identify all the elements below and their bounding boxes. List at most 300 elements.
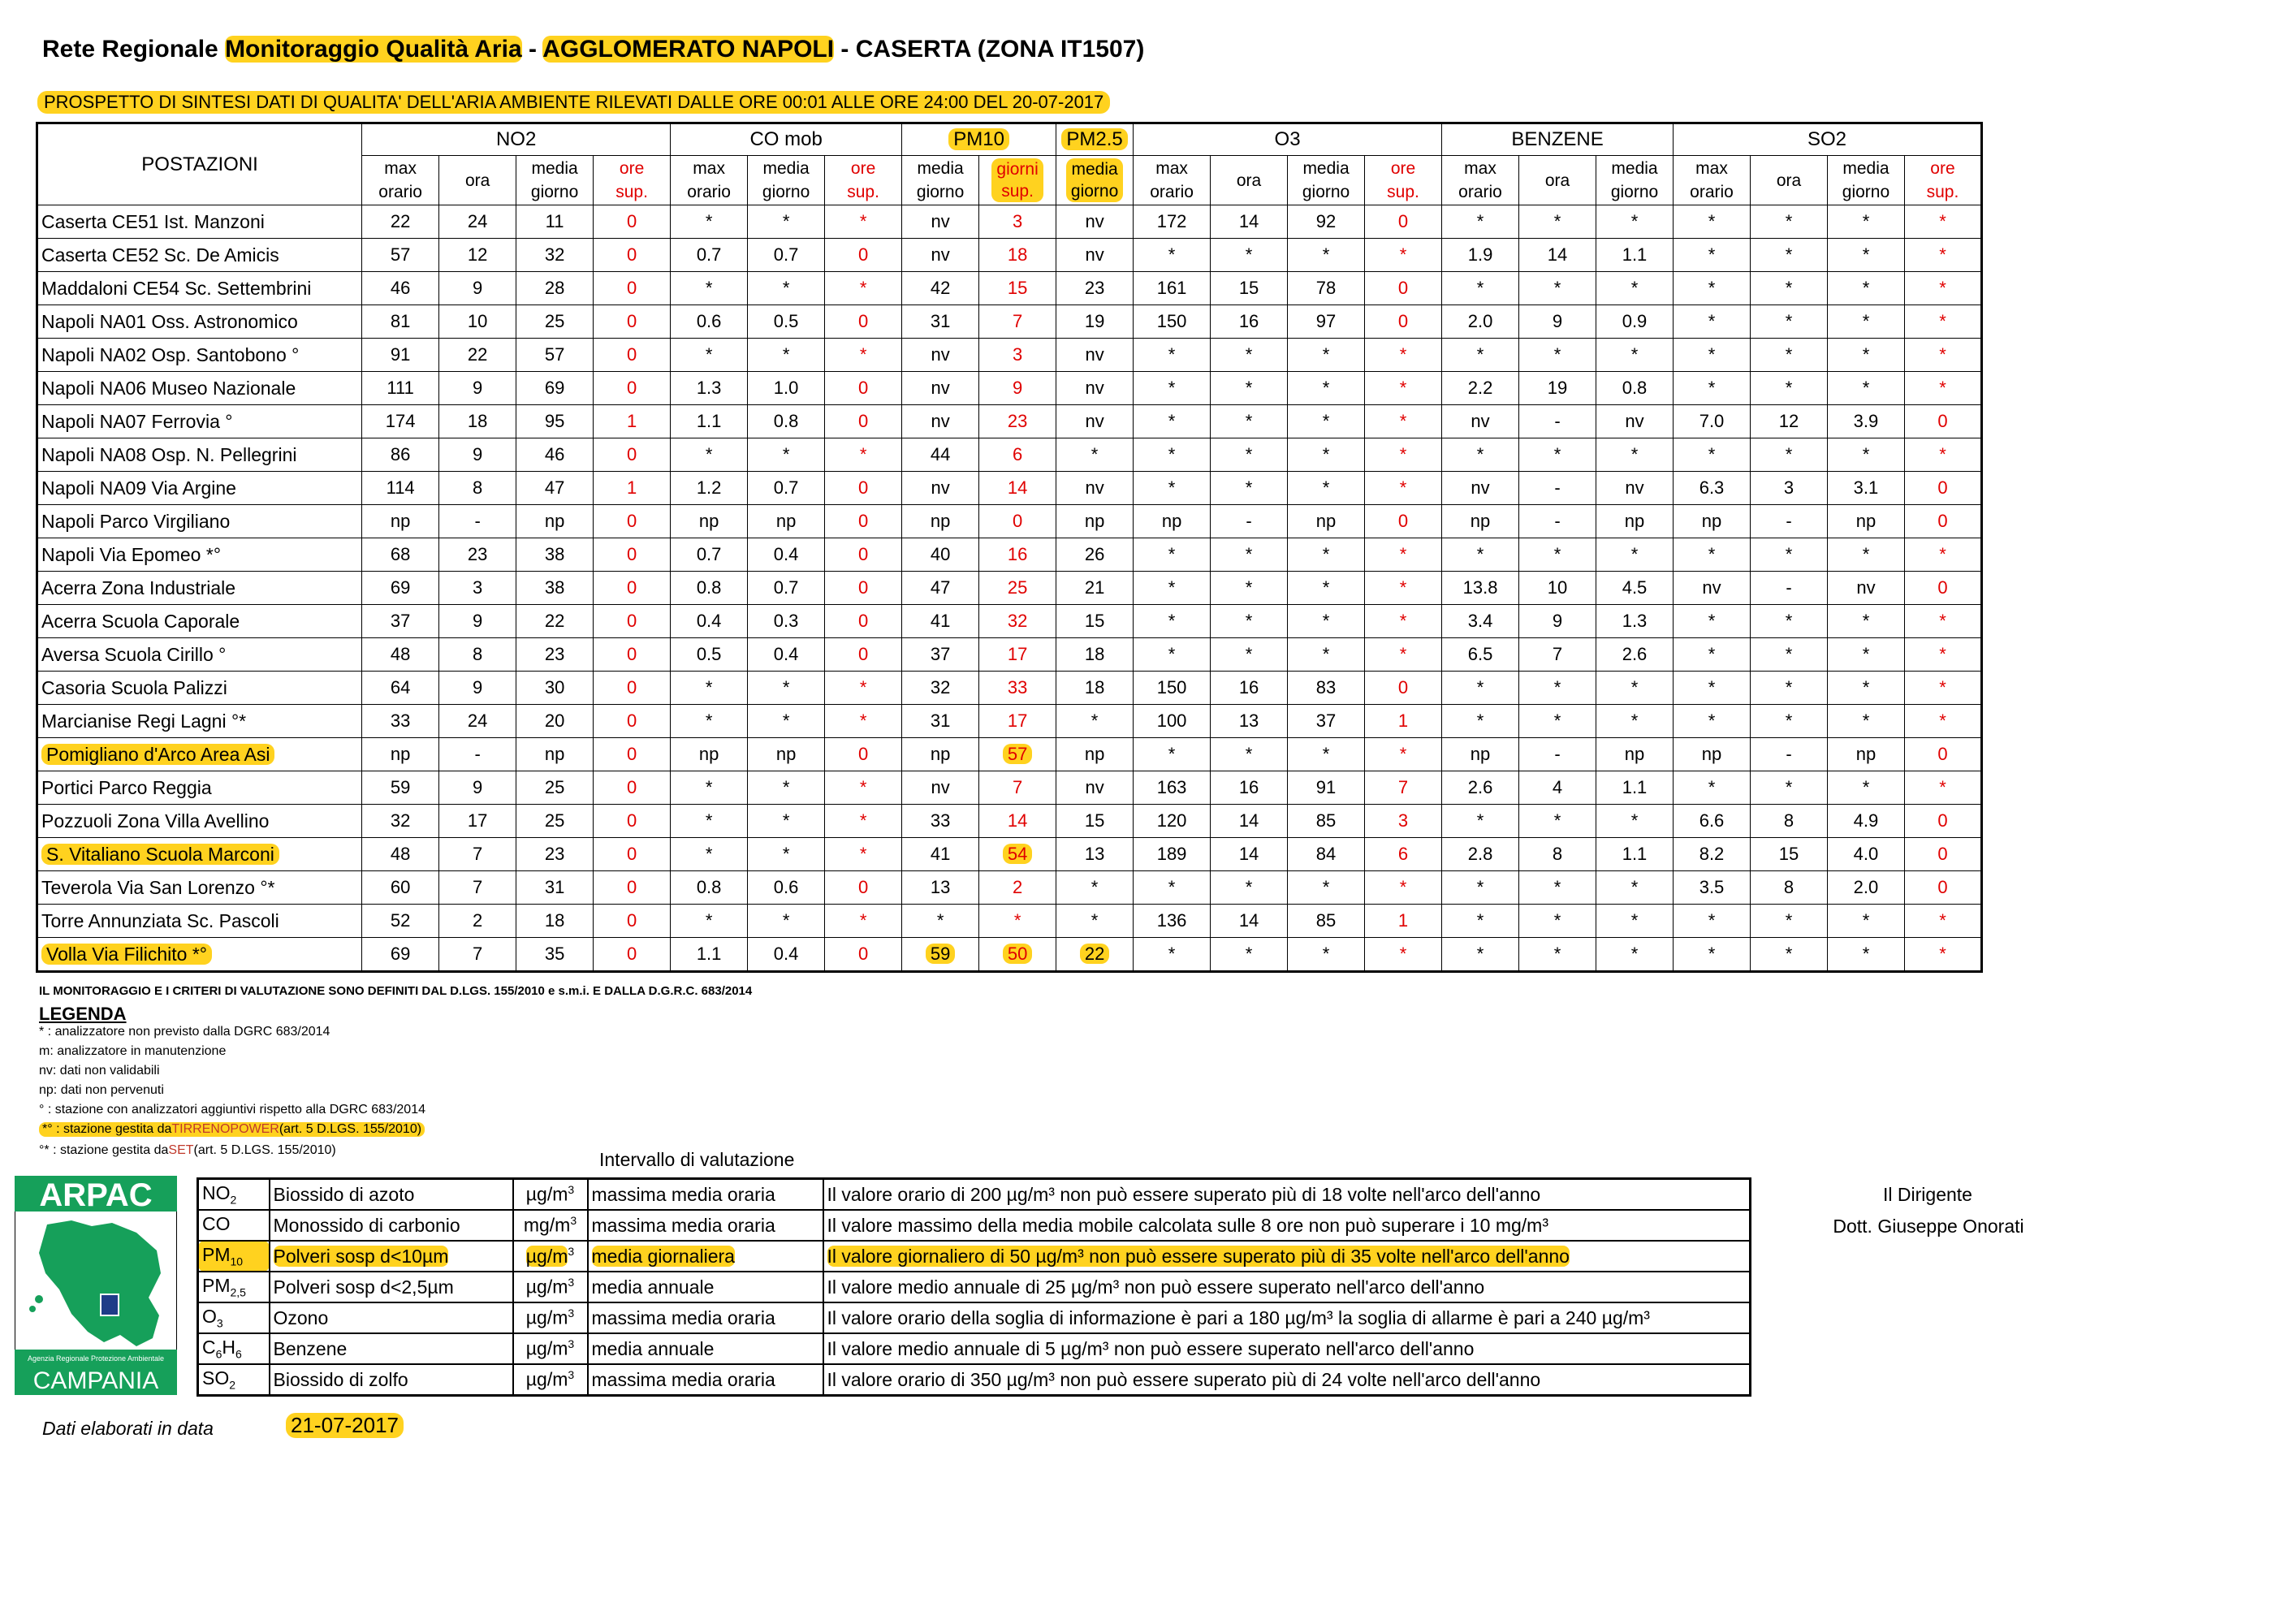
unit-text: µg/m bbox=[525, 1337, 568, 1359]
pollutant-name bbox=[270, 1364, 513, 1396]
table-row bbox=[37, 505, 1982, 538]
cell-value: * bbox=[1785, 211, 1793, 231]
station-name: Casoria Scuola Palizzi bbox=[41, 676, 227, 698]
value-cell bbox=[1596, 871, 1674, 905]
station-name: Pozzuoli Zona Villa Avellino bbox=[41, 810, 270, 831]
value-cell bbox=[748, 505, 825, 538]
value-cell bbox=[362, 438, 439, 472]
cell-value: * bbox=[1708, 777, 1716, 797]
value-cell bbox=[1674, 705, 1751, 738]
pollutant-name-text: Biossido di azoto bbox=[273, 1183, 415, 1205]
cell-value: 174 bbox=[385, 411, 416, 431]
cell-value: * bbox=[1168, 611, 1176, 631]
value-cell bbox=[1904, 705, 1981, 738]
legend-operator: SET bbox=[168, 1143, 194, 1157]
cell-value: 0 bbox=[626, 378, 637, 398]
value-cell bbox=[1519, 638, 1596, 672]
cell-value: np bbox=[1701, 744, 1722, 764]
value-cell bbox=[439, 405, 516, 438]
value-cell bbox=[1519, 738, 1596, 771]
value-cell bbox=[1827, 672, 1904, 705]
value-cell bbox=[516, 438, 594, 472]
value-cell bbox=[1288, 339, 1365, 372]
value-cell bbox=[1056, 239, 1134, 272]
cell-value: 3 bbox=[1012, 344, 1023, 365]
cell-value: 2.6 bbox=[1622, 644, 1648, 664]
cell-value: 0 bbox=[857, 877, 869, 897]
value-cell bbox=[902, 538, 979, 572]
value-cell bbox=[825, 905, 902, 938]
air-quality-table bbox=[36, 122, 1983, 973]
cell-value: * bbox=[1168, 244, 1176, 265]
value-cell bbox=[671, 472, 748, 505]
value-cell bbox=[439, 672, 516, 705]
cell-value: np bbox=[698, 744, 719, 764]
cell-value: * bbox=[1785, 944, 1793, 964]
sub-header-text bbox=[1302, 159, 1350, 201]
sub-header-text bbox=[687, 159, 731, 201]
value-cell bbox=[1596, 638, 1674, 672]
cell-value: 12 bbox=[467, 244, 488, 265]
value-cell bbox=[1827, 938, 1904, 972]
cell-value: 33 bbox=[930, 810, 951, 831]
cell-value: * bbox=[1785, 611, 1793, 631]
value-cell bbox=[1904, 405, 1981, 438]
value-cell bbox=[1674, 905, 1751, 938]
legend-item: ° : stazione con analizzatori aggiuntivi rispetto alla DGRC 683/2014 bbox=[39, 1103, 425, 1116]
cell-value: 8 bbox=[1552, 844, 1563, 864]
cell-value: 6.5 bbox=[1467, 644, 1493, 664]
value-cell bbox=[825, 605, 902, 638]
cell-value: 38 bbox=[544, 544, 565, 564]
cell-value: 15 bbox=[1778, 844, 1799, 864]
value-cell bbox=[594, 305, 671, 339]
value-cell bbox=[902, 205, 979, 239]
title-highlight: Monitoraggio Qualità Aria bbox=[225, 36, 522, 63]
cell-value: np bbox=[775, 511, 797, 531]
value-cell bbox=[1442, 605, 1519, 638]
value-cell bbox=[1442, 838, 1519, 871]
pollutant-subscript: 2 bbox=[229, 1378, 236, 1392]
cell-value: 23 bbox=[1084, 278, 1105, 298]
cell-value: 92 bbox=[1315, 211, 1337, 231]
value-cell bbox=[1827, 905, 1904, 938]
cell-value: 20 bbox=[544, 710, 565, 731]
cell-value: 91 bbox=[390, 344, 411, 365]
value-cell bbox=[362, 605, 439, 638]
value-cell bbox=[1442, 438, 1519, 472]
legend-item: m: analizzatore in manutenzione bbox=[39, 1044, 227, 1058]
cell-value: * bbox=[1708, 944, 1716, 964]
value-cell bbox=[748, 672, 825, 705]
value-cell bbox=[825, 239, 902, 272]
table-row bbox=[37, 438, 1982, 472]
value-cell bbox=[594, 205, 671, 239]
table-row bbox=[37, 472, 1982, 505]
sub-header bbox=[1827, 156, 1904, 205]
cell-value: * bbox=[859, 211, 867, 231]
cell-value: * bbox=[1862, 777, 1870, 797]
pollutant-subscript: 3 bbox=[216, 1316, 223, 1330]
averaging-period bbox=[588, 1333, 823, 1364]
value-cell bbox=[1674, 205, 1751, 239]
value-cell bbox=[902, 905, 979, 938]
cell-value: * bbox=[705, 677, 713, 698]
sub-header bbox=[1751, 156, 1828, 205]
value-cell bbox=[748, 905, 825, 938]
value-cell bbox=[516, 838, 594, 871]
sub-header-line: max bbox=[1155, 159, 1188, 178]
value-cell bbox=[1365, 605, 1442, 638]
sub-header-line: giorni bbox=[996, 159, 1039, 179]
cell-value: nv bbox=[931, 777, 950, 797]
logo-title: ARPAC bbox=[39, 1177, 153, 1213]
unit-superscript: 3 bbox=[568, 1368, 575, 1382]
value-cell bbox=[1827, 239, 1904, 272]
cell-value: 14 bbox=[1007, 810, 1028, 831]
limit-description bbox=[823, 1210, 1751, 1241]
cell-value: * bbox=[1862, 444, 1870, 464]
value-cell bbox=[1519, 339, 1596, 372]
value-cell bbox=[1288, 738, 1365, 771]
logo-graphic bbox=[15, 1176, 177, 1395]
cell-value: * bbox=[782, 344, 790, 365]
cell-value: 23 bbox=[467, 544, 488, 564]
value-cell bbox=[1519, 205, 1596, 239]
value-cell bbox=[979, 605, 1056, 638]
cell-value: * bbox=[1168, 544, 1176, 564]
value-cell bbox=[594, 339, 671, 372]
cell-value: np bbox=[1855, 744, 1877, 764]
value-cell bbox=[1288, 638, 1365, 672]
value-cell bbox=[1519, 905, 1596, 938]
cell-value: 57 bbox=[390, 244, 411, 265]
value-cell bbox=[362, 871, 439, 905]
sub-header-line: max bbox=[1695, 159, 1728, 178]
cell-value: * bbox=[859, 910, 867, 931]
value-cell bbox=[1827, 205, 1904, 239]
cell-value: * bbox=[1476, 810, 1484, 831]
cell-value: 33 bbox=[1007, 677, 1028, 698]
cell-value: - bbox=[1554, 744, 1561, 764]
cell-value: 16 bbox=[1007, 544, 1028, 564]
sub-header-line: giorno bbox=[762, 183, 810, 201]
value-cell bbox=[979, 239, 1056, 272]
limit-description bbox=[823, 1272, 1751, 1302]
value-cell bbox=[671, 738, 748, 771]
cell-value: 60 bbox=[390, 877, 411, 897]
cell-value: * bbox=[1708, 244, 1716, 265]
cell-value: 4.9 bbox=[1853, 810, 1879, 831]
cell-value: 3 bbox=[472, 577, 483, 598]
value-cell bbox=[1134, 938, 1211, 972]
station-name: Torre Annunziata Sc. Pascoli bbox=[41, 909, 279, 931]
value-cell bbox=[1288, 405, 1365, 438]
cell-value: * bbox=[1630, 710, 1639, 731]
value-cell bbox=[979, 805, 1056, 838]
cell-value: * bbox=[1862, 910, 1870, 931]
value-cell bbox=[594, 538, 671, 572]
value-cell bbox=[1827, 505, 1904, 538]
cell-value: * bbox=[1399, 244, 1407, 265]
cell-value: 0 bbox=[1937, 577, 1948, 598]
cell-value: 6 bbox=[1012, 444, 1023, 464]
value-cell bbox=[902, 705, 979, 738]
foot-note: IL MONITORAGGIO E I CRITERI DI VALUTAZIONE SONO DEFINITI DAL D.LGS. 155/2010 e s.m.i. E DALLA D.G.R.C. 683/2014 bbox=[39, 984, 753, 998]
value-cell bbox=[594, 905, 671, 938]
station-name: Napoli NA08 Osp. N. Pellegrini bbox=[41, 443, 297, 465]
value-cell bbox=[1674, 372, 1751, 405]
value-cell bbox=[1596, 305, 1674, 339]
station-name: Acerra Zona Industriale bbox=[41, 577, 236, 598]
pollutant-subscript: 10 bbox=[230, 1255, 244, 1268]
value-cell bbox=[671, 572, 748, 605]
pollutant-unit bbox=[513, 1272, 588, 1302]
cell-value: * bbox=[1630, 444, 1639, 464]
station-cell bbox=[37, 305, 362, 339]
sub-header bbox=[671, 156, 748, 205]
value-cell bbox=[594, 438, 671, 472]
value-cell bbox=[1365, 305, 1442, 339]
value-cell bbox=[439, 438, 516, 472]
cell-value: * bbox=[782, 677, 790, 698]
cell-value: np bbox=[1084, 744, 1105, 764]
value-cell bbox=[1056, 638, 1134, 672]
cell-value: 114 bbox=[386, 477, 415, 498]
value-cell bbox=[1596, 771, 1674, 805]
value-cell bbox=[1519, 672, 1596, 705]
value-cell bbox=[748, 838, 825, 871]
cell-value: 0 bbox=[857, 511, 869, 531]
cell-value: * bbox=[1630, 877, 1639, 897]
sub-header-line: orario bbox=[1150, 183, 1194, 201]
cell-value: * bbox=[1939, 544, 1946, 564]
value-cell bbox=[671, 405, 748, 438]
cell-value: 50 bbox=[1003, 944, 1032, 964]
value-cell bbox=[1134, 438, 1211, 472]
station-name: Teverola Via San Lorenzo °* bbox=[41, 876, 275, 898]
value-cell bbox=[1751, 405, 1828, 438]
value-cell bbox=[1056, 505, 1134, 538]
legend-item: np: dati non pervenuti bbox=[39, 1083, 164, 1097]
cell-value: 13.8 bbox=[1462, 577, 1498, 598]
station-cell bbox=[37, 738, 362, 771]
value-cell bbox=[1056, 472, 1134, 505]
table-row bbox=[37, 372, 1982, 405]
cell-value: 0.8 bbox=[773, 411, 799, 431]
cell-value: 163 bbox=[1156, 777, 1187, 797]
value-cell bbox=[825, 205, 902, 239]
period-text: media giornaliera bbox=[591, 1245, 735, 1267]
value-cell bbox=[439, 572, 516, 605]
pollutant-name-text: Polveri sosp d<10µm bbox=[273, 1245, 449, 1267]
value-cell bbox=[1134, 205, 1211, 239]
pollutant-formula: CO bbox=[202, 1213, 231, 1235]
cell-value: * bbox=[1553, 544, 1561, 564]
value-cell bbox=[1596, 572, 1674, 605]
cell-value: 2.0 bbox=[1467, 311, 1493, 331]
value-cell bbox=[1674, 738, 1751, 771]
value-cell bbox=[1442, 638, 1519, 672]
cell-value: 16 bbox=[1238, 777, 1259, 797]
cell-value: * bbox=[1399, 944, 1407, 964]
sub-header-line: max bbox=[693, 159, 725, 178]
sub-header-text bbox=[1842, 159, 1890, 201]
cell-value: * bbox=[1862, 710, 1870, 731]
cell-value: - bbox=[1786, 744, 1792, 764]
value-cell bbox=[516, 272, 594, 305]
table-row bbox=[37, 239, 1982, 272]
station-cell bbox=[37, 638, 362, 672]
value-cell bbox=[1904, 672, 1981, 705]
value-cell bbox=[1904, 239, 1981, 272]
value-cell bbox=[1365, 905, 1442, 938]
value-cell bbox=[1442, 905, 1519, 938]
cell-value: 1.1 bbox=[1622, 844, 1648, 864]
value-cell bbox=[1827, 472, 1904, 505]
sub-header bbox=[362, 156, 439, 205]
station-cell bbox=[37, 805, 362, 838]
cell-value: * bbox=[1862, 211, 1870, 231]
cell-value: * bbox=[1168, 378, 1176, 398]
cell-value: * bbox=[1708, 378, 1716, 398]
cell-value: * bbox=[1399, 877, 1407, 897]
cell-value: * bbox=[1553, 278, 1561, 298]
cell-value: 18 bbox=[1084, 644, 1105, 664]
value-cell bbox=[979, 938, 1056, 972]
cell-value: 35 bbox=[544, 944, 565, 964]
cell-value: * bbox=[1322, 244, 1330, 265]
value-cell bbox=[1751, 538, 1828, 572]
cell-value: 25 bbox=[1007, 577, 1028, 598]
value-cell bbox=[1442, 771, 1519, 805]
value-cell bbox=[1519, 705, 1596, 738]
value-cell bbox=[1056, 871, 1134, 905]
cell-value: * bbox=[1708, 278, 1716, 298]
cell-value: np bbox=[544, 744, 565, 764]
value-cell bbox=[1674, 438, 1751, 472]
value-cell bbox=[825, 871, 902, 905]
cell-value: * bbox=[1476, 910, 1484, 931]
cell-value: 0 bbox=[857, 411, 869, 431]
cell-value: 84 bbox=[1315, 844, 1337, 864]
value-cell bbox=[979, 339, 1056, 372]
cell-value: * bbox=[1322, 577, 1330, 598]
cell-value: 0 bbox=[626, 211, 637, 231]
cell-value: 172 bbox=[1156, 211, 1187, 231]
unit-text: µg/m bbox=[525, 1368, 568, 1390]
cell-value: 37 bbox=[930, 644, 951, 664]
value-cell bbox=[1365, 372, 1442, 405]
value-cell bbox=[1904, 339, 1981, 372]
value-cell bbox=[1211, 838, 1288, 871]
cell-value: 0.3 bbox=[773, 611, 799, 631]
value-cell bbox=[439, 538, 516, 572]
cell-value: 22 bbox=[544, 611, 565, 631]
sub-header bbox=[1519, 156, 1596, 205]
cell-value: 0 bbox=[626, 244, 637, 265]
cell-value: 15 bbox=[1084, 810, 1105, 831]
value-cell bbox=[671, 938, 748, 972]
cell-value: 69 bbox=[390, 944, 411, 964]
value-cell bbox=[1827, 738, 1904, 771]
sub-header-text bbox=[1927, 159, 1959, 201]
value-cell bbox=[1134, 538, 1211, 572]
value-cell bbox=[671, 538, 748, 572]
cell-value: 10 bbox=[467, 311, 488, 331]
sub-header-line: media bbox=[917, 159, 964, 178]
value-cell bbox=[594, 771, 671, 805]
value-cell bbox=[1211, 405, 1288, 438]
value-cell bbox=[902, 605, 979, 638]
cell-value: 0 bbox=[626, 577, 637, 598]
value-cell bbox=[1134, 871, 1211, 905]
cell-value: * bbox=[782, 810, 790, 831]
cell-value: 48 bbox=[390, 844, 411, 864]
value-cell bbox=[1056, 438, 1134, 472]
value-cell bbox=[1365, 738, 1442, 771]
value-cell bbox=[362, 372, 439, 405]
pollutant-formula: NO bbox=[202, 1182, 231, 1204]
value-cell bbox=[1288, 505, 1365, 538]
sub-header-line: giorno bbox=[530, 183, 579, 201]
value-cell bbox=[1674, 638, 1751, 672]
cell-value: - bbox=[474, 511, 481, 531]
value-cell bbox=[1519, 871, 1596, 905]
logo-bottom: CAMPANIA bbox=[32, 1367, 159, 1394]
cell-value: 16 bbox=[1238, 311, 1259, 331]
pollutant-symbol bbox=[198, 1210, 270, 1241]
cell-value: 78 bbox=[1315, 278, 1337, 298]
cell-value: 22 bbox=[1080, 944, 1109, 964]
value-cell bbox=[439, 838, 516, 871]
value-cell bbox=[902, 472, 979, 505]
value-cell bbox=[1134, 305, 1211, 339]
value-cell bbox=[1827, 538, 1904, 572]
cell-value: 0 bbox=[626, 677, 637, 698]
cell-value: * bbox=[705, 211, 713, 231]
cell-value: np bbox=[1084, 511, 1105, 531]
station-cell bbox=[37, 905, 362, 938]
cell-value: 54 bbox=[1003, 844, 1032, 864]
value-cell bbox=[1827, 438, 1904, 472]
value-cell bbox=[1442, 871, 1519, 905]
value-cell bbox=[1211, 871, 1288, 905]
cell-value: * bbox=[1630, 944, 1639, 964]
reference-row bbox=[198, 1210, 1751, 1241]
cell-value: 68 bbox=[390, 544, 411, 564]
value-cell bbox=[1751, 472, 1828, 505]
value-cell bbox=[1442, 572, 1519, 605]
station-name: Portici Parco Reggia bbox=[41, 776, 212, 798]
value-cell bbox=[594, 272, 671, 305]
cell-value: 7 bbox=[472, 944, 483, 964]
cell-value: 25 bbox=[544, 777, 565, 797]
cell-value: * bbox=[705, 278, 713, 298]
cell-value: * bbox=[1322, 944, 1330, 964]
value-cell bbox=[516, 472, 594, 505]
pollutant-formula: C bbox=[202, 1337, 216, 1358]
cell-value: * bbox=[1399, 344, 1407, 365]
value-cell bbox=[1288, 305, 1365, 339]
value-cell bbox=[594, 605, 671, 638]
cell-value: 32 bbox=[544, 244, 565, 265]
value-cell bbox=[362, 738, 439, 771]
value-cell bbox=[1596, 938, 1674, 972]
value-cell bbox=[748, 205, 825, 239]
sub-header-text bbox=[1387, 159, 1419, 201]
pollutant-subscript: 2,5 bbox=[230, 1285, 246, 1299]
